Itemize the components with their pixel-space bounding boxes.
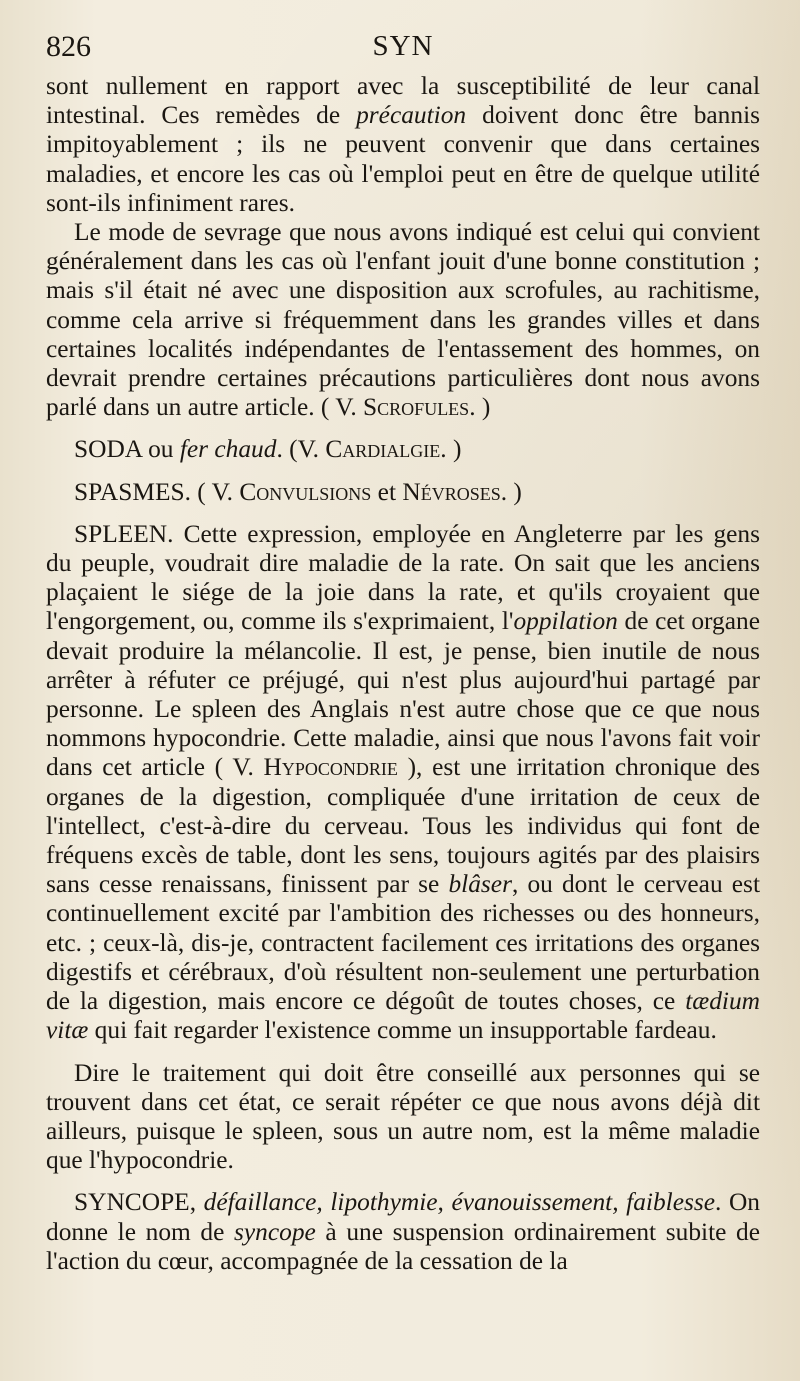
entry-spleen: SPLEEN. Cette expression, employée en Angleterre par les gens du peuple, voudrait dire maladie de la rate. On sait que les anciens plaçaient le siége de la joie dans la rate, et qu'ils croyaient que l'engorgement, ou, comme ils s'exprimaient, l'oppilation de cet organe devait produire la mélancolie. Il est, je pense, bien inutile de nous arrêter à réfuter ce préjugé, qui n'est plus aujourd'hui partagé par personne. Le spleen des Anglais n'est autre chose que ce que nous nommons hypocondrie. Cette maladie, ainsi que nous l'avons fait voir dans cet article ( V. Hypocondrie ), est une irritation chronique des organes de la digestion, compliquée d'une irritation de ceux de l'intellect, c'est-à-dire du cerveau. Tous les individus qui font de fréquens excès de table, dont les sens, toujours agités par des plaisirs sans cesse renaissans, finissent par se blâser, ou dont le cerveau est continuellement excité par l'ambition des richesses ou des honneurs, etc. ; ceux-là, dis-je, contractent facilement ces irritations des organes digestifs et cérébraux, d'où résultent non-seulement une perturbation de la digestion, mais encore ce dégoût de toutes choses, ce tædium vitæ qui fait regarder l'existence comme un insupportable fardeau. (46, 519, 760, 1045)
page-body (46, 72, 760, 1276)
entry-syncope: SYNCOPE, défaillance, lipothymie, évanouissement, faiblesse. On donne le nom de syncope à une suspension ordinairement subite de l'action du cœur, accompagnée de la cessation de la (46, 1188, 760, 1275)
running-head: SYN (372, 30, 434, 62)
paragraph-continuation: sont nullement en rapport avec la susceptibilité de leur canal intestinal. Ces remèdes de précaution doivent donc être bannis impitoyablement ; ils ne peuvent convenir que dans certaines maladies, et encore les cas où l'emploi peut en être de quelque utilité sont-ils infiniment rares. (46, 72, 761, 217)
page-header (46, 30, 760, 70)
page-number: 826 (46, 30, 91, 63)
paragraph-traitement: Dire le traitement qui doit être conseillé aux personnes qui se trouvent dans cet état, ce serait répéter ce que nous avons déjà dit ailleurs, puisque le spleen, sous un autre nom, est la même maladie que l'hypocondrie. (46, 1058, 760, 1175)
paragraph-sevrage: Le mode de sevrage que nous avons indiqué est celui qui convient généralement dans les cas où l'enfant jouit d'une bonne constitution ; mais s'il était né avec une disposition aux scrofules, au rachitisme, comme cela arrive si fréquemment dans les grandes villes et dans certaines localités indépendantes de l'entassement des hommes, on devrait prendre certaines précautions particulières dont nous avons parlé dans un autre article. ( V. Scrofules. ) (46, 218, 760, 422)
entry-soda: SODA ou fer chaud. (V. Cardialgie. ) (74, 435, 462, 464)
entry-spasmes: SPASMES. ( V. Convulsions et Névroses. ) (74, 477, 522, 506)
